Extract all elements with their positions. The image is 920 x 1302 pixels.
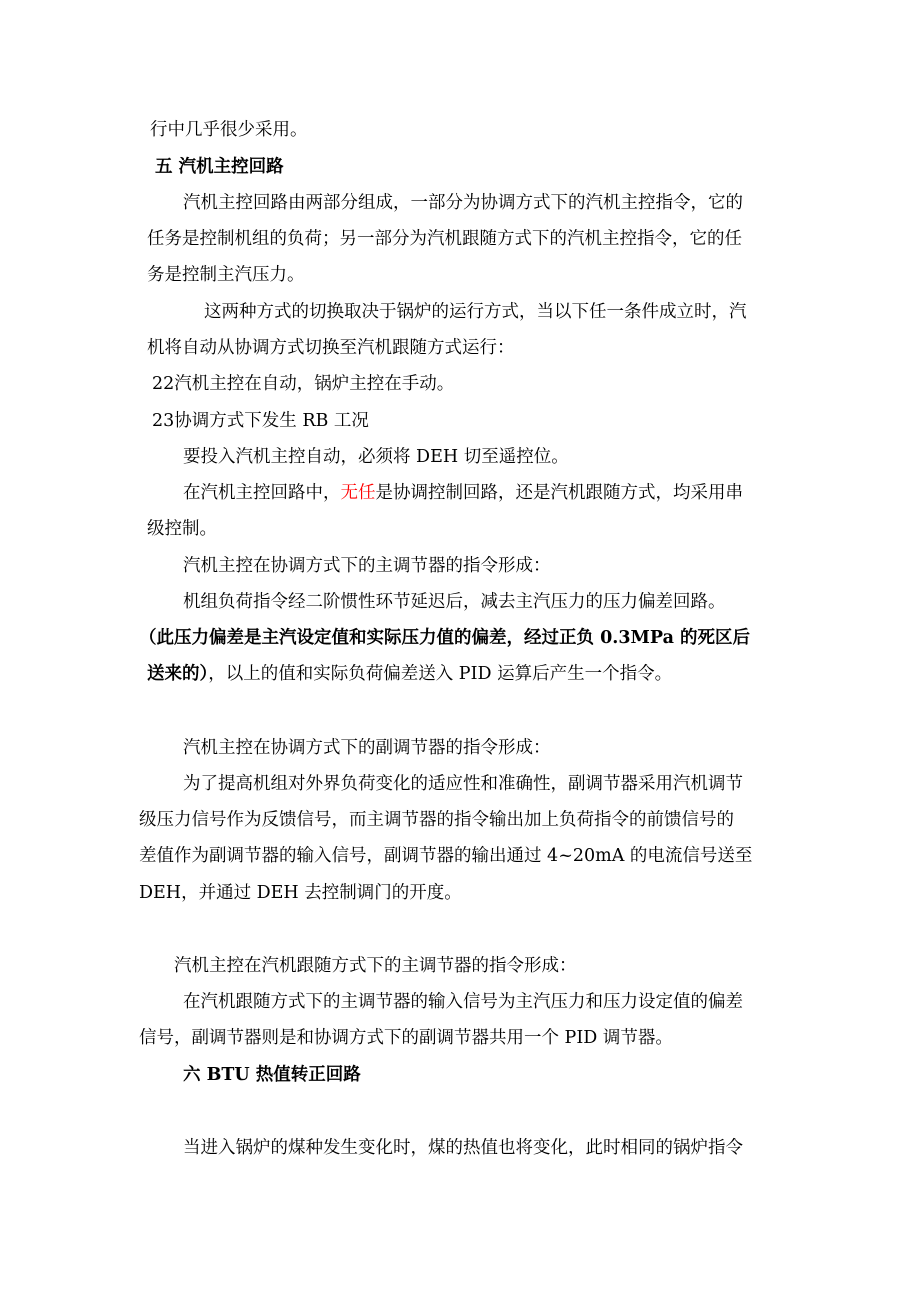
- paragraph-line: 汽机主控在协调方式下的副调节器的指令形成：: [183, 738, 551, 758]
- paragraph-line: 汽机主控在协调方式下的主调节器的指令形成：: [183, 556, 551, 576]
- paragraph-line: 这两种方式的切换取决于锅炉的运行方式，当以下任一条件成立时，汽: [204, 302, 747, 322]
- paragraph-line: 机组负荷指令经二阶惯性环节延迟后，减去主汽压力的压力偏差回路。: [183, 592, 726, 612]
- text-run: 是协调控制回路，还是汽机跟随方式，均采用串: [375, 483, 743, 503]
- paragraph-line: 任务是控制机组的负荷；另一部分为汽机跟随方式下的汽机主控指令，它的任: [147, 229, 742, 249]
- paragraph-line: DEH，并通过 DEH 去控制调门的开度。: [139, 883, 462, 903]
- paragraph-line: [147, 663, 672, 685]
- paragraph-line: 级控制。: [147, 519, 217, 539]
- paragraph-line: 行中几乎很少采用。: [150, 120, 308, 140]
- list-item: 23协调方式下发生 RB 工况: [152, 411, 369, 431]
- paragraph-line: 在汽机跟随方式下的主调节器的输入信号为主汽压力和压力设定值的偏差: [183, 992, 743, 1012]
- paragraph-line: 机将自动从协调方式切换至汽机跟随方式运行：: [147, 338, 515, 358]
- text-run: 在汽机主控回路中，: [183, 483, 341, 503]
- list-item: 22汽机主控在自动，锅炉主控在手动。: [152, 374, 455, 394]
- bold-text-run: 送来的）: [147, 664, 209, 684]
- paragraph-line: 汽机主控回路由两部分组成，一部分为协调方式下的汽机主控指令，它的: [183, 193, 743, 213]
- paragraph-line: 级压力信号作为反馈信号，而主调节器的指令输出加上负荷指令的前馈信号的: [139, 810, 734, 830]
- section-heading-6: 六 BTU 热值转正回路: [183, 1065, 361, 1085]
- text-run: ，以上的值和实际负荷偏差送入 PID 运算后产生一个指令。: [208, 664, 673, 684]
- paragraph-line: 当进入锅炉的煤种发生变化时，煤的热值也将变化，此时相同的锅炉指令: [183, 1138, 743, 1158]
- paragraph-line: 务是控制主汽压力。: [147, 265, 305, 285]
- paragraph-line: 汽机主控在汽机跟随方式下的主调节器的指令形成：: [174, 956, 577, 976]
- paragraph-line: 信号，副调节器则是和协调方式下的副调节器共用一个 PID 调节器。: [139, 1028, 673, 1048]
- section-heading-5: 五 汽机主控回路: [155, 157, 284, 177]
- paragraph-line: [183, 482, 743, 504]
- paragraph-line: 要投入汽机主控自动，必须将 DEH 切至遥控位。: [183, 447, 569, 467]
- bold-paragraph-line: （此压力偏差是主汽设定值和实际压力值的偏差，经过正负 0.3MPa 的死区后: [139, 628, 751, 648]
- paragraph-line: 为了提高机组对外界负荷变化的适应性和准确性，副调节器采用汽机调节: [183, 774, 743, 794]
- paragraph-line: 差值作为副调节器的输入信号，副调节器的输出通过 4~20mA 的电流信号送至: [139, 846, 753, 866]
- highlighted-text: 无任: [340, 483, 376, 503]
